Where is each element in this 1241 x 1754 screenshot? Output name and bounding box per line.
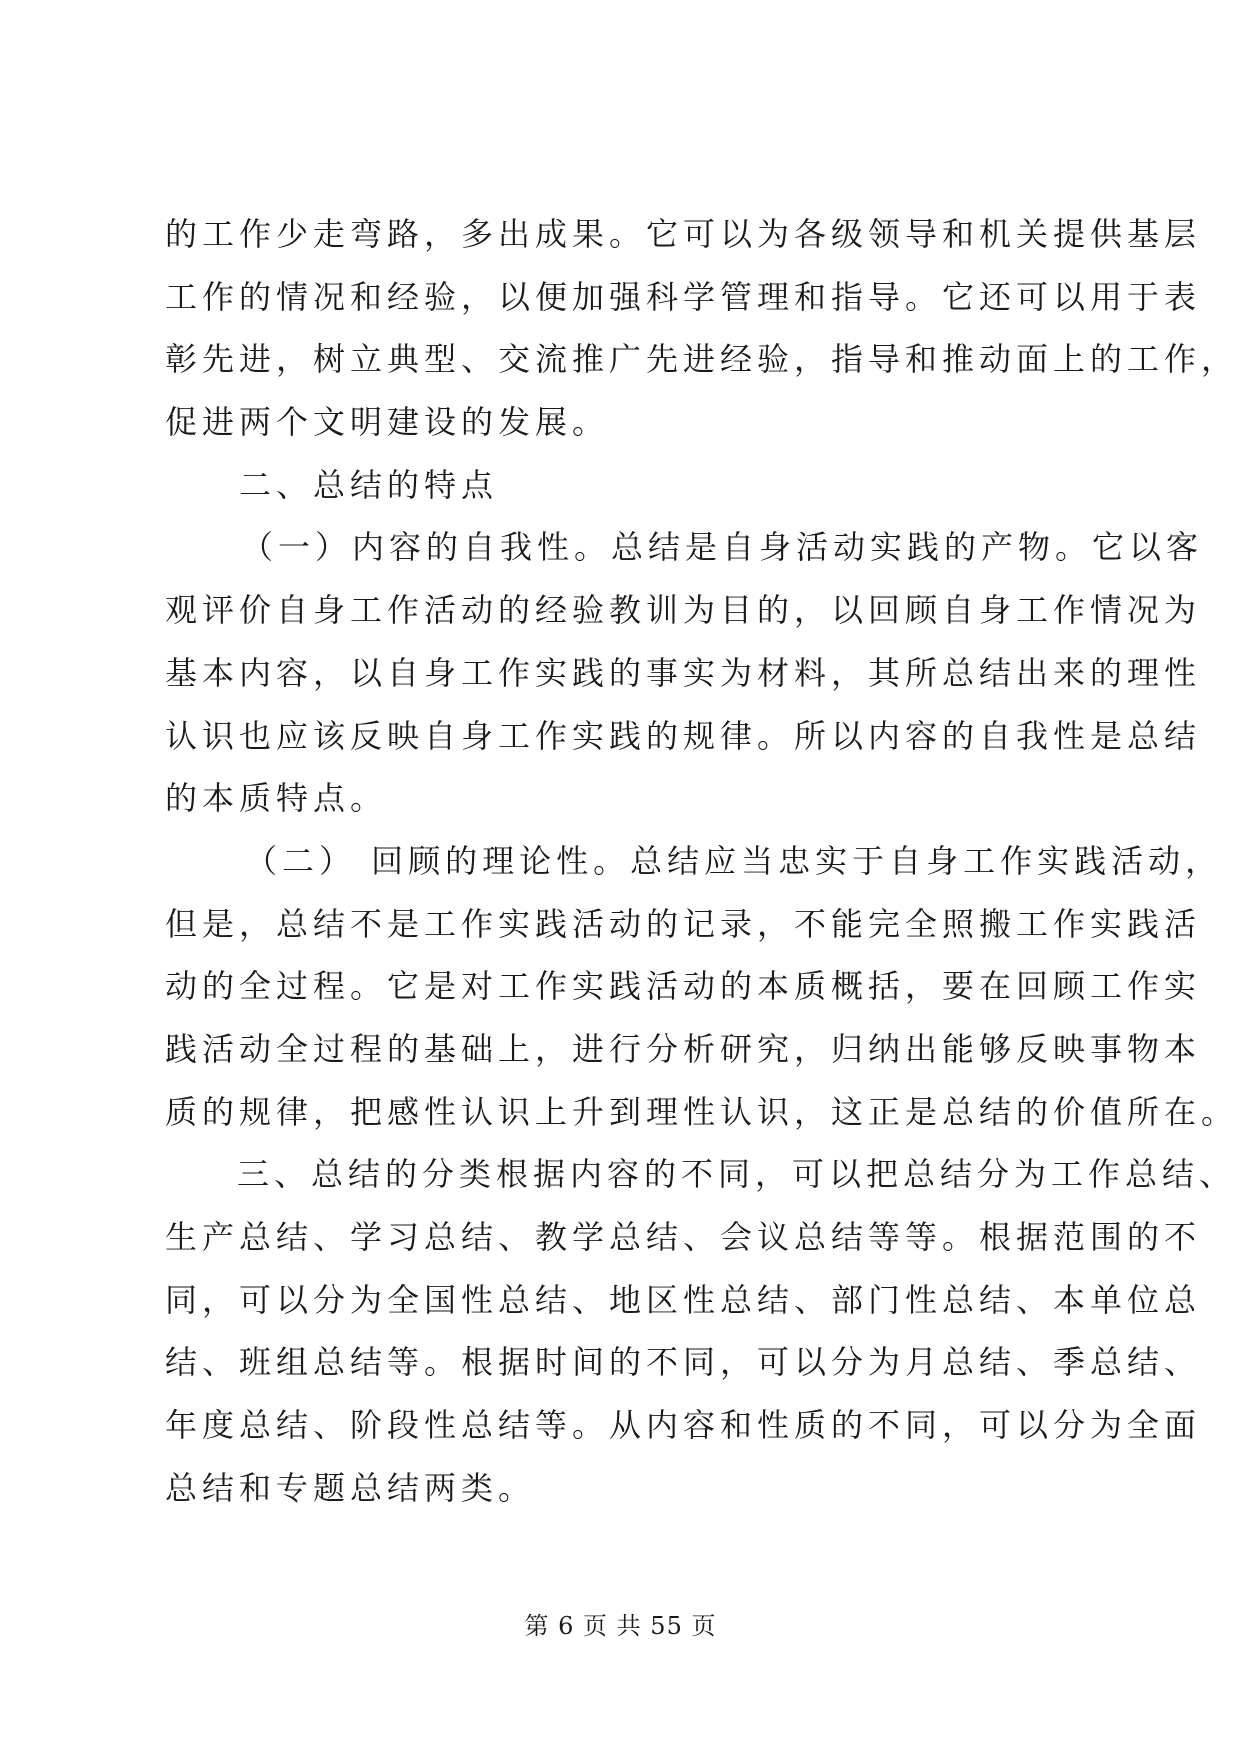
text-line: 观评价自身工作活动的经验教训为目的，以回顾自身工作情况为 (165, 591, 1202, 630)
text-line: 质的规律，把感性认识上升到理性认识，这正是总结的价值所在。 (165, 1092, 1239, 1131)
text-line: 但是，总结不是工作实践活动的记录，不能完全照搬工作实践活 (165, 904, 1202, 943)
section-heading: 三、总结的分类根据内容的不同，可以把总结分为工作总结、 (237, 1155, 1237, 1194)
text-line: 同，可以分为全国性总结、地区性总结、部门性总结、本单位总 (165, 1280, 1202, 1319)
section-heading: 二、总结的特点 (239, 465, 499, 504)
text-line: 的工作少走弯路，多出成果。它可以为各级领导和机关提供基层 (165, 215, 1202, 253)
text-line: 生产总结、学习总结、教学总结、会议总结等等。根据范围的不 (165, 1218, 1202, 1256)
text-line: 总结和专题总结两类。 (165, 1468, 536, 1507)
text-line: 工作的情况和经验，以便加强科学管理和指导。它还可以用于表 (165, 277, 1202, 316)
text-line: 基本内容，以自身工作实践的事实为材料，其所总结出来的理性 (165, 653, 1202, 692)
document-body (165, 203, 1239, 1519)
text-line: （一）内容的自我性。总结是自身活动实践的产物。它以客 (241, 528, 1204, 567)
text-line: 结、班组总结等。根据时间的不同，可以分为月总结、季总结、 (165, 1343, 1202, 1382)
text-line: （二） 回顾的理论性。总结应当忠实于自身工作实践活动， (245, 841, 1223, 880)
text-line: 认识也应该反映自身工作实践的规律。所以内容的自我性是总结 (165, 716, 1202, 755)
text-line: 践活动全过程的基础上，进行分析研究，归纳出能够反映事物本 (165, 1029, 1202, 1068)
text-line: 年度总结、阶段性总结等。从内容和性质的不同，可以分为全面 (165, 1406, 1202, 1445)
text-line: 促进两个文明建设的发展。 (165, 403, 610, 442)
text-line: 动的全过程。它是对工作实践活动的本质概括，要在回顾工作实 (165, 967, 1202, 1006)
page-number-footer: 第 6 页 共 55 页 (524, 1612, 717, 1640)
text-line: 的本质特点。 (165, 779, 388, 818)
text-line: 彰先进，树立典型、交流推广先进经验，指导和推动面上的工作， (165, 340, 1239, 379)
